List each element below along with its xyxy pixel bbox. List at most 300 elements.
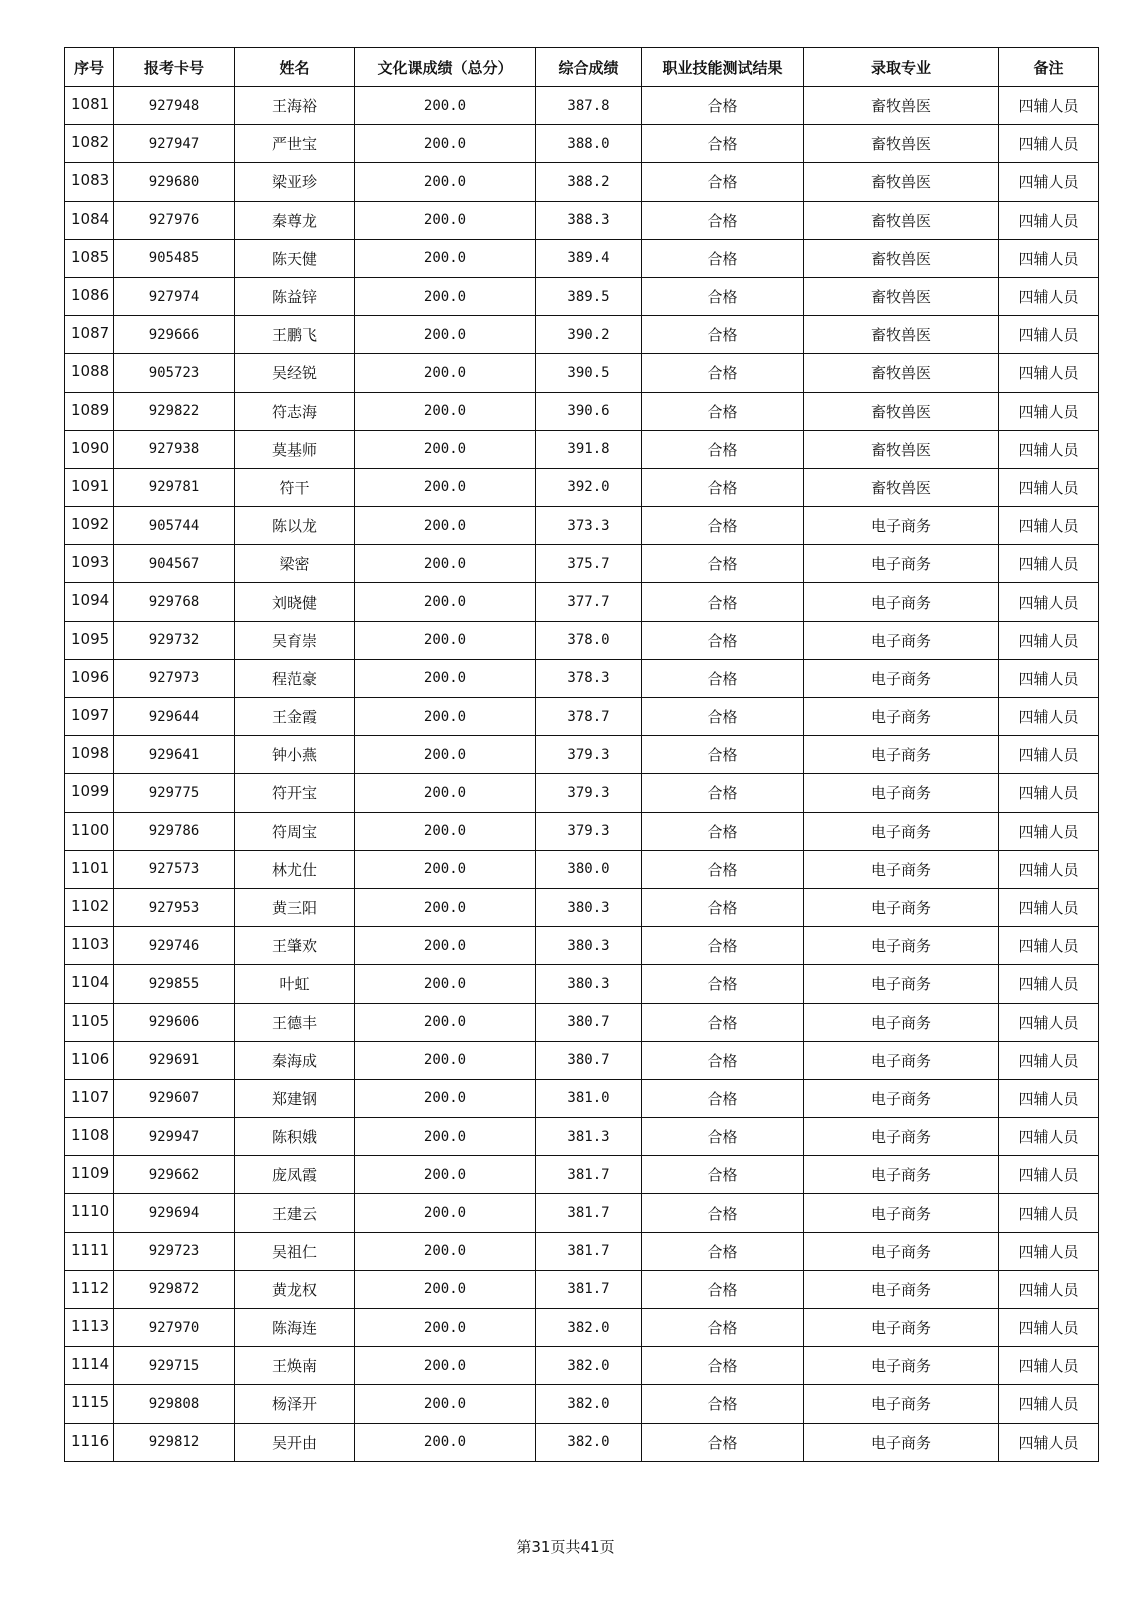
cell-name: 陈以龙 — [235, 507, 355, 545]
cell-skill-test: 合格 — [642, 1423, 804, 1461]
cell-name: 吴育崇 — [235, 621, 355, 659]
cell-remark: 四辅人员 — [999, 583, 1099, 621]
cell-card-number: 929775 — [114, 774, 235, 812]
cell-major: 电子商务 — [804, 812, 999, 850]
cell-culture-score: 200.0 — [355, 1423, 536, 1461]
table-row — [65, 87, 1099, 125]
table-row — [65, 850, 1099, 888]
cell-name: 林尤仕 — [235, 850, 355, 888]
cell-seq: 1095 — [65, 621, 114, 659]
cell-remark: 四辅人员 — [999, 850, 1099, 888]
cell-name: 郑建钢 — [235, 1079, 355, 1117]
cell-major: 电子商务 — [804, 1194, 999, 1232]
header-row — [65, 48, 1099, 87]
cell-total-score: 373.3 — [536, 507, 642, 545]
cell-total-score: 378.7 — [536, 698, 642, 736]
cell-major: 电子商务 — [804, 888, 999, 926]
cell-total-score: 388.0 — [536, 125, 642, 163]
cell-major: 畜牧兽医 — [804, 430, 999, 468]
cell-remark: 四辅人员 — [999, 621, 1099, 659]
cell-major: 电子商务 — [804, 850, 999, 888]
cell-seq: 1116 — [65, 1423, 114, 1461]
cell-name: 王肇欢 — [235, 927, 355, 965]
cell-total-score: 381.3 — [536, 1118, 642, 1156]
cell-major: 电子商务 — [804, 545, 999, 583]
cell-remark: 四辅人员 — [999, 430, 1099, 468]
cell-name: 符干 — [235, 468, 355, 506]
cell-total-score: 379.3 — [536, 736, 642, 774]
cell-name: 王焕南 — [235, 1347, 355, 1385]
cell-remark: 四辅人员 — [999, 965, 1099, 1003]
cell-seq: 1101 — [65, 850, 114, 888]
cell-total-score: 390.6 — [536, 392, 642, 430]
cell-culture-score: 200.0 — [355, 1232, 536, 1270]
cell-culture-score: 200.0 — [355, 1079, 536, 1117]
header-skill-test: 职业技能测试结果 — [642, 48, 804, 87]
cell-skill-test: 合格 — [642, 698, 804, 736]
cell-culture-score: 200.0 — [355, 927, 536, 965]
cell-total-score: 379.3 — [536, 774, 642, 812]
footer-prefix: 第 — [516, 1538, 532, 1556]
cell-total-score: 392.0 — [536, 468, 642, 506]
cell-major: 畜牧兽医 — [804, 316, 999, 354]
cell-total-score: 375.7 — [536, 545, 642, 583]
cell-seq: 1099 — [65, 774, 114, 812]
cell-name: 莫基师 — [235, 430, 355, 468]
cell-remark: 四辅人员 — [999, 1079, 1099, 1117]
table-row — [65, 507, 1099, 545]
cell-seq: 1087 — [65, 316, 114, 354]
cell-total-score: 390.5 — [536, 354, 642, 392]
cell-culture-score: 200.0 — [355, 1385, 536, 1423]
cell-major: 电子商务 — [804, 1232, 999, 1270]
cell-culture-score: 200.0 — [355, 583, 536, 621]
cell-skill-test: 合格 — [642, 239, 804, 277]
cell-major: 电子商务 — [804, 774, 999, 812]
cell-seq: 1100 — [65, 812, 114, 850]
cell-total-score: 382.0 — [536, 1385, 642, 1423]
cell-total-score: 380.0 — [536, 850, 642, 888]
header-seq: 序号 — [65, 48, 114, 87]
cell-remark: 四辅人员 — [999, 812, 1099, 850]
cell-remark: 四辅人员 — [999, 354, 1099, 392]
cell-total-score: 381.7 — [536, 1232, 642, 1270]
cell-card-number: 929680 — [114, 163, 235, 201]
cell-card-number: 929606 — [114, 1003, 235, 1041]
cell-major: 畜牧兽医 — [804, 468, 999, 506]
cell-name: 吴祖仁 — [235, 1232, 355, 1270]
cell-seq: 1090 — [65, 430, 114, 468]
cell-name: 吴经锐 — [235, 354, 355, 392]
cell-seq: 1081 — [65, 87, 114, 125]
table-row — [65, 812, 1099, 850]
cell-seq: 1089 — [65, 392, 114, 430]
cell-skill-test: 合格 — [642, 888, 804, 926]
table-row — [65, 201, 1099, 239]
table-row — [65, 621, 1099, 659]
cell-card-number: 927947 — [114, 125, 235, 163]
cell-name: 陈益锌 — [235, 277, 355, 315]
cell-culture-score: 200.0 — [355, 1041, 536, 1079]
cell-total-score: 378.0 — [536, 621, 642, 659]
cell-remark: 四辅人员 — [999, 1156, 1099, 1194]
cell-major: 畜牧兽医 — [804, 239, 999, 277]
cell-name: 吴开由 — [235, 1423, 355, 1461]
table-row — [65, 583, 1099, 621]
cell-name: 钟小燕 — [235, 736, 355, 774]
cell-remark: 四辅人员 — [999, 1309, 1099, 1347]
cell-culture-score: 200.0 — [355, 774, 536, 812]
cell-major: 畜牧兽医 — [804, 87, 999, 125]
cell-culture-score: 200.0 — [355, 1118, 536, 1156]
cell-skill-test: 合格 — [642, 736, 804, 774]
table-row — [65, 1347, 1099, 1385]
cell-major: 电子商务 — [804, 1079, 999, 1117]
cell-card-number: 929812 — [114, 1423, 235, 1461]
table-row — [65, 277, 1099, 315]
cell-remark: 四辅人员 — [999, 1194, 1099, 1232]
table-row — [65, 545, 1099, 583]
cell-card-number: 929822 — [114, 392, 235, 430]
cell-skill-test: 合格 — [642, 201, 804, 239]
table-row — [65, 1385, 1099, 1423]
current-page-number: 31 — [531, 1538, 551, 1556]
table-row — [65, 239, 1099, 277]
cell-name: 秦海成 — [235, 1041, 355, 1079]
table-row — [65, 1232, 1099, 1270]
cell-total-score: 378.3 — [536, 659, 642, 697]
cell-skill-test: 合格 — [642, 1194, 804, 1232]
cell-major: 电子商务 — [804, 1003, 999, 1041]
table-row — [65, 1423, 1099, 1461]
cell-card-number: 929947 — [114, 1118, 235, 1156]
cell-card-number: 929715 — [114, 1347, 235, 1385]
cell-culture-score: 200.0 — [355, 812, 536, 850]
cell-total-score: 380.3 — [536, 888, 642, 926]
cell-major: 畜牧兽医 — [804, 125, 999, 163]
cell-seq: 1102 — [65, 888, 114, 926]
cell-major: 电子商务 — [804, 1423, 999, 1461]
cell-seq: 1114 — [65, 1347, 114, 1385]
cell-seq: 1094 — [65, 583, 114, 621]
table-row — [65, 736, 1099, 774]
table-row — [65, 163, 1099, 201]
cell-culture-score: 200.0 — [355, 659, 536, 697]
cell-total-score: 380.7 — [536, 1041, 642, 1079]
cell-skill-test: 合格 — [642, 392, 804, 430]
cell-seq: 1111 — [65, 1232, 114, 1270]
cell-total-score: 388.3 — [536, 201, 642, 239]
cell-major: 电子商务 — [804, 965, 999, 1003]
table-row — [65, 927, 1099, 965]
cell-card-number: 905723 — [114, 354, 235, 392]
cell-culture-score: 200.0 — [355, 277, 536, 315]
cell-seq: 1098 — [65, 736, 114, 774]
cell-card-number: 927573 — [114, 850, 235, 888]
cell-culture-score: 200.0 — [355, 392, 536, 430]
table-row — [65, 965, 1099, 1003]
cell-name: 王德丰 — [235, 1003, 355, 1041]
cell-name: 秦尊龙 — [235, 201, 355, 239]
cell-major: 畜牧兽医 — [804, 354, 999, 392]
cell-skill-test: 合格 — [642, 87, 804, 125]
cell-seq: 1112 — [65, 1270, 114, 1308]
cell-seq: 1103 — [65, 927, 114, 965]
cell-total-score: 380.3 — [536, 965, 642, 1003]
cell-culture-score: 200.0 — [355, 1270, 536, 1308]
cell-skill-test: 合格 — [642, 1156, 804, 1194]
cell-card-number: 927953 — [114, 888, 235, 926]
cell-remark: 四辅人员 — [999, 1118, 1099, 1156]
cell-card-number: 929662 — [114, 1156, 235, 1194]
cell-card-number: 927974 — [114, 277, 235, 315]
cell-skill-test: 合格 — [642, 927, 804, 965]
cell-skill-test: 合格 — [642, 1232, 804, 1270]
cell-seq: 1092 — [65, 507, 114, 545]
cell-seq: 1115 — [65, 1385, 114, 1423]
cell-total-score: 381.7 — [536, 1270, 642, 1308]
cell-culture-score: 200.0 — [355, 1194, 536, 1232]
cell-skill-test: 合格 — [642, 659, 804, 697]
cell-name: 陈天健 — [235, 239, 355, 277]
cell-card-number: 905744 — [114, 507, 235, 545]
cell-card-number: 927948 — [114, 87, 235, 125]
cell-remark: 四辅人员 — [999, 1385, 1099, 1423]
cell-name: 杨泽开 — [235, 1385, 355, 1423]
cell-remark: 四辅人员 — [999, 698, 1099, 736]
cell-card-number: 927970 — [114, 1309, 235, 1347]
cell-card-number: 929808 — [114, 1385, 235, 1423]
footer-suffix: 页 — [599, 1538, 615, 1556]
cell-major: 电子商务 — [804, 1309, 999, 1347]
cell-seq: 1105 — [65, 1003, 114, 1041]
cell-remark: 四辅人员 — [999, 392, 1099, 430]
cell-major: 畜牧兽医 — [804, 201, 999, 239]
cell-seq: 1113 — [65, 1309, 114, 1347]
cell-total-score: 391.8 — [536, 430, 642, 468]
cell-remark: 四辅人员 — [999, 1003, 1099, 1041]
cell-major: 电子商务 — [804, 698, 999, 736]
cell-major: 电子商务 — [804, 621, 999, 659]
cell-culture-score: 200.0 — [355, 698, 536, 736]
table-row — [65, 1079, 1099, 1117]
cell-major: 电子商务 — [804, 1270, 999, 1308]
cell-total-score: 381.0 — [536, 1079, 642, 1117]
cell-skill-test: 合格 — [642, 1041, 804, 1079]
cell-skill-test: 合格 — [642, 1309, 804, 1347]
table-row — [65, 1309, 1099, 1347]
cell-seq: 1082 — [65, 125, 114, 163]
cell-card-number: 929666 — [114, 316, 235, 354]
cell-major: 电子商务 — [804, 1347, 999, 1385]
cell-remark: 四辅人员 — [999, 888, 1099, 926]
cell-major: 电子商务 — [804, 1156, 999, 1194]
cell-culture-score: 200.0 — [355, 888, 536, 926]
cell-skill-test: 合格 — [642, 507, 804, 545]
cell-skill-test: 合格 — [642, 1079, 804, 1117]
cell-card-number: 929855 — [114, 965, 235, 1003]
cell-card-number: 929723 — [114, 1232, 235, 1270]
cell-culture-score: 200.0 — [355, 316, 536, 354]
table-row — [65, 698, 1099, 736]
cell-skill-test: 合格 — [642, 1118, 804, 1156]
cell-skill-test: 合格 — [642, 774, 804, 812]
cell-remark: 四辅人员 — [999, 736, 1099, 774]
cell-name: 王建云 — [235, 1194, 355, 1232]
cell-seq: 1086 — [65, 277, 114, 315]
cell-major: 电子商务 — [804, 1385, 999, 1423]
cell-card-number: 929768 — [114, 583, 235, 621]
cell-total-score: 389.5 — [536, 277, 642, 315]
cell-card-number: 929691 — [114, 1041, 235, 1079]
cell-skill-test: 合格 — [642, 1003, 804, 1041]
cell-name: 黄龙权 — [235, 1270, 355, 1308]
cell-total-score: 379.3 — [536, 812, 642, 850]
cell-remark: 四辅人员 — [999, 659, 1099, 697]
table-row — [65, 888, 1099, 926]
cell-name: 梁密 — [235, 545, 355, 583]
admission-table — [64, 47, 1099, 1462]
cell-skill-test: 合格 — [642, 468, 804, 506]
cell-card-number: 904567 — [114, 545, 235, 583]
cell-remark: 四辅人员 — [999, 201, 1099, 239]
cell-card-number: 929786 — [114, 812, 235, 850]
cell-culture-score: 200.0 — [355, 1309, 536, 1347]
cell-card-number: 929872 — [114, 1270, 235, 1308]
cell-name: 符开宝 — [235, 774, 355, 812]
cell-remark: 四辅人员 — [999, 239, 1099, 277]
table-row — [65, 316, 1099, 354]
cell-seq: 1091 — [65, 468, 114, 506]
cell-skill-test: 合格 — [642, 1385, 804, 1423]
header-card-number: 报考卡号 — [114, 48, 235, 87]
cell-remark: 四辅人员 — [999, 1041, 1099, 1079]
cell-total-score: 381.7 — [536, 1156, 642, 1194]
cell-major: 电子商务 — [804, 1041, 999, 1079]
cell-culture-score: 200.0 — [355, 736, 536, 774]
cell-major: 电子商务 — [804, 927, 999, 965]
cell-remark: 四辅人员 — [999, 87, 1099, 125]
header-major: 录取专业 — [804, 48, 999, 87]
table-row — [65, 468, 1099, 506]
header-culture-score: 文化课成绩（总分） — [355, 48, 536, 87]
cell-name: 黄三阳 — [235, 888, 355, 926]
header-total-score: 综合成绩 — [536, 48, 642, 87]
cell-seq: 1088 — [65, 354, 114, 392]
cell-seq: 1084 — [65, 201, 114, 239]
cell-skill-test: 合格 — [642, 316, 804, 354]
cell-seq: 1093 — [65, 545, 114, 583]
cell-total-score: 382.0 — [536, 1309, 642, 1347]
table-row — [65, 774, 1099, 812]
cell-card-number: 929641 — [114, 736, 235, 774]
cell-remark: 四辅人员 — [999, 316, 1099, 354]
cell-culture-score: 200.0 — [355, 1156, 536, 1194]
cell-seq: 1096 — [65, 659, 114, 697]
cell-total-score: 381.7 — [536, 1194, 642, 1232]
cell-card-number: 927976 — [114, 201, 235, 239]
cell-seq: 1107 — [65, 1079, 114, 1117]
cell-seq: 1108 — [65, 1118, 114, 1156]
cell-skill-test: 合格 — [642, 277, 804, 315]
cell-remark: 四辅人员 — [999, 545, 1099, 583]
table-row — [65, 1041, 1099, 1079]
cell-remark: 四辅人员 — [999, 277, 1099, 315]
cell-culture-score: 200.0 — [355, 965, 536, 1003]
page-footer — [0, 1536, 1131, 1557]
cell-culture-score: 200.0 — [355, 430, 536, 468]
table-row — [65, 1156, 1099, 1194]
table-row — [65, 125, 1099, 163]
cell-remark: 四辅人员 — [999, 1423, 1099, 1461]
table-row — [65, 1118, 1099, 1156]
cell-total-score: 377.7 — [536, 583, 642, 621]
cell-culture-score: 200.0 — [355, 163, 536, 201]
table-row — [65, 1003, 1099, 1041]
cell-skill-test: 合格 — [642, 1270, 804, 1308]
cell-culture-score: 200.0 — [355, 545, 536, 583]
cell-major: 畜牧兽医 — [804, 163, 999, 201]
cell-culture-score: 200.0 — [355, 201, 536, 239]
cell-name: 符志海 — [235, 392, 355, 430]
table-row — [65, 430, 1099, 468]
cell-major: 电子商务 — [804, 736, 999, 774]
cell-remark: 四辅人员 — [999, 1270, 1099, 1308]
table-row — [65, 392, 1099, 430]
cell-major: 电子商务 — [804, 659, 999, 697]
cell-name: 王海裕 — [235, 87, 355, 125]
header-name: 姓名 — [235, 48, 355, 87]
cell-name: 王鹏飞 — [235, 316, 355, 354]
cell-culture-score: 200.0 — [355, 125, 536, 163]
cell-major: 畜牧兽医 — [804, 277, 999, 315]
cell-culture-score: 200.0 — [355, 87, 536, 125]
cell-card-number: 929746 — [114, 927, 235, 965]
cell-name: 王金霞 — [235, 698, 355, 736]
cell-skill-test: 合格 — [642, 545, 804, 583]
cell-total-score: 389.4 — [536, 239, 642, 277]
cell-seq: 1109 — [65, 1156, 114, 1194]
cell-name: 严世宝 — [235, 125, 355, 163]
cell-remark: 四辅人员 — [999, 163, 1099, 201]
cell-remark: 四辅人员 — [999, 468, 1099, 506]
cell-seq: 1083 — [65, 163, 114, 201]
cell-card-number: 905485 — [114, 239, 235, 277]
cell-skill-test: 合格 — [642, 965, 804, 1003]
cell-remark: 四辅人员 — [999, 927, 1099, 965]
cell-card-number: 927973 — [114, 659, 235, 697]
cell-culture-score: 200.0 — [355, 239, 536, 277]
cell-remark: 四辅人员 — [999, 1232, 1099, 1270]
cell-culture-score: 200.0 — [355, 468, 536, 506]
cell-card-number: 929644 — [114, 698, 235, 736]
cell-total-score: 387.8 — [536, 87, 642, 125]
table-row — [65, 1194, 1099, 1232]
cell-name: 陈海连 — [235, 1309, 355, 1347]
header-remark: 备注 — [999, 48, 1099, 87]
cell-name: 陈积娥 — [235, 1118, 355, 1156]
cell-skill-test: 合格 — [642, 163, 804, 201]
cell-skill-test: 合格 — [642, 430, 804, 468]
cell-culture-score: 200.0 — [355, 507, 536, 545]
cell-seq: 1110 — [65, 1194, 114, 1232]
cell-seq: 1104 — [65, 965, 114, 1003]
cell-total-score: 382.0 — [536, 1423, 642, 1461]
cell-name: 叶虹 — [235, 965, 355, 1003]
total-page-number: 41 — [580, 1538, 600, 1556]
cell-major: 畜牧兽医 — [804, 392, 999, 430]
cell-name: 程范豪 — [235, 659, 355, 697]
